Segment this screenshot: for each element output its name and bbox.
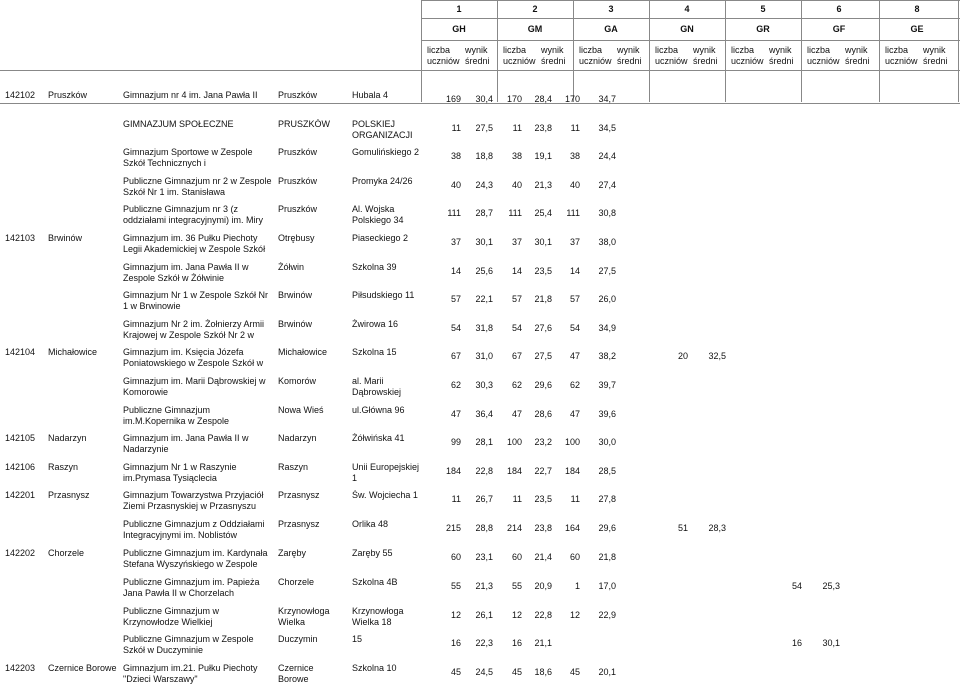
average-score: 30,0 — [598, 437, 616, 447]
average-score: 38,0 — [598, 237, 616, 247]
student-count: 60 — [450, 552, 461, 562]
town-name: Raszyn — [278, 462, 309, 472]
average-score: 20,1 — [598, 667, 616, 677]
average-score: 20,9 — [534, 581, 552, 591]
table-row — [0, 119, 960, 145]
gmina-code: 142203 — [5, 663, 36, 673]
header-code: GA — [604, 24, 618, 34]
average-score: 22,1 — [475, 294, 493, 304]
table-row — [0, 147, 960, 173]
student-count: 40 — [569, 180, 580, 190]
average-score: 34,9 — [598, 323, 616, 333]
table-row — [0, 634, 960, 660]
gmina-name: Chorzele — [48, 548, 85, 558]
street-address: Zaręby 55 — [352, 548, 393, 558]
town-name: Nowa Wieś — [278, 405, 324, 415]
table-row — [0, 663, 960, 689]
average-score: 38,2 — [598, 351, 616, 361]
student-count: 57 — [450, 294, 461, 304]
town-name: Brwinów — [278, 319, 313, 329]
street-address: Żółwińska 41 — [352, 433, 405, 443]
average-score: 17,0 — [598, 581, 616, 591]
header-number: 1 — [456, 4, 462, 14]
average-score: 28,7 — [475, 208, 493, 218]
student-count: 164 — [564, 523, 580, 533]
school-name: GIMNAZJUM SPOŁECZNE — [123, 119, 234, 129]
town-name: Duczymin — [278, 634, 318, 644]
gmina-code: 142201 — [5, 490, 36, 500]
header-number: 4 — [684, 4, 690, 14]
table-row — [0, 519, 960, 545]
student-count: 14 — [450, 266, 461, 276]
student-count: 214 — [506, 523, 522, 533]
average-score: 28,4 — [534, 94, 552, 104]
average-score: 31,0 — [475, 351, 493, 361]
student-count: 111 — [566, 208, 580, 218]
average-score: 21,4 — [534, 552, 552, 562]
average-score: 19,1 — [534, 151, 552, 161]
table-row — [0, 290, 960, 316]
street-address: POLSKIEJ ORGANIZACJI — [352, 119, 413, 140]
town-name: Czernice Borowe — [278, 663, 314, 684]
gmina-name: Nadarzyn — [48, 433, 87, 443]
average-score: 23,1 — [475, 552, 493, 562]
student-count: 215 — [445, 523, 461, 533]
average-score: 26,7 — [475, 494, 493, 504]
table-row — [0, 319, 960, 345]
header-sub-avg: wynik średni — [465, 45, 490, 66]
average-score: 29,6 — [534, 380, 552, 390]
average-score: 27,6 — [534, 323, 552, 333]
student-count: 170 — [564, 94, 580, 104]
header-sub-avg: wynik średni — [693, 45, 718, 66]
average-score: 21,3 — [475, 581, 493, 591]
school-name: Gimnazjum im. Księcia Józefa Poniatowskiego w Zespole Szkół w — [123, 347, 264, 368]
student-count: 11 — [451, 494, 461, 504]
average-score: 28,1 — [475, 437, 493, 447]
student-count: 62 — [569, 380, 580, 390]
school-name: Gimnazjum Towarzystwa Przyjaciół Ziemi Przasnyskiej w Przasnyszu — [123, 490, 264, 511]
town-name: Michałowice — [278, 347, 328, 357]
street-address: Żwirowa 16 — [352, 319, 399, 329]
student-count: 55 — [511, 581, 522, 591]
average-score: 24,3 — [475, 180, 493, 190]
table-row — [0, 490, 960, 516]
student-count: 38 — [450, 151, 461, 161]
school-name: Publiczne Gimnazjum z Oddziałami Integracyjnymi im. Noblistów — [123, 519, 265, 540]
student-count: 12 — [569, 610, 580, 620]
average-score: 28,3 — [708, 523, 726, 533]
average-score: 22,3 — [475, 638, 493, 648]
student-count: 57 — [569, 294, 580, 304]
table-row — [0, 405, 960, 431]
average-score: 25,6 — [475, 266, 493, 276]
average-score: 18,8 — [475, 151, 493, 161]
header-sub-count: liczba uczniów — [579, 45, 612, 66]
student-count: 45 — [511, 667, 522, 677]
student-count: 37 — [511, 237, 522, 247]
header-number: 5 — [760, 4, 766, 14]
school-name: Gimnazjum im. Jana Pawła II w Nadarzynie — [123, 433, 249, 454]
average-score: 34,7 — [598, 94, 616, 104]
average-score: 27,5 — [598, 266, 616, 276]
school-name: Publiczne Gimnazjum im. Papieża Jana Pawła II w Chorzelach — [123, 577, 260, 598]
average-score: 25,4 — [534, 208, 552, 218]
school-name: Gimnazjum Nr 2 im. Żołnierzy Armii Krajowej w Zespole Szkół Nr 2 w — [123, 319, 265, 340]
header-code: GF — [832, 24, 846, 34]
town-name: Pruszków — [278, 176, 318, 186]
gmina-name: Raszyn — [48, 462, 79, 472]
gmina-code: 142202 — [5, 548, 36, 558]
average-score: 22,8 — [475, 466, 493, 476]
average-score: 39,7 — [598, 380, 616, 390]
table-row — [0, 233, 960, 259]
header-sub-count: liczba uczniów — [885, 45, 918, 66]
school-name: Publiczne Gimnazjum im. Kardynała Stefana Wyszyńskiego w Zespole — [123, 548, 268, 569]
student-count: 40 — [511, 180, 522, 190]
student-count: 62 — [450, 380, 461, 390]
school-name: Gimnazjum nr 4 im. Jana Pawła II — [123, 90, 258, 100]
table-row — [0, 204, 960, 230]
student-count: 184 — [506, 466, 522, 476]
table-row — [0, 376, 960, 402]
header-code: GE — [910, 24, 924, 34]
town-name: Chorzele — [278, 577, 315, 587]
gmina-code: 142104 — [5, 347, 36, 357]
header-sub-count: liczba uczniów — [731, 45, 764, 66]
header-code: GH — [452, 24, 466, 34]
header-sub-avg: wynik średni — [617, 45, 642, 66]
school-name: Gimnazjum im. 36 Pułku Piechoty Legii Akademickiej w Zespole Szkół — [123, 233, 266, 254]
average-score: 27,4 — [598, 180, 616, 190]
student-count: 57 — [511, 294, 522, 304]
average-score: 23,5 — [534, 266, 552, 276]
average-score: 24,4 — [598, 151, 616, 161]
gmina-name: Czernice Borowe — [48, 663, 117, 673]
table-row — [0, 176, 960, 202]
town-name: Pruszków — [278, 204, 318, 214]
average-score: 28,5 — [598, 466, 616, 476]
town-name: Pruszków — [278, 90, 318, 100]
average-score: 24,5 — [475, 667, 493, 677]
street-address: Piaseckiego 2 — [352, 233, 409, 243]
student-count: 37 — [450, 237, 461, 247]
student-count: 38 — [569, 151, 580, 161]
average-score: 18,6 — [534, 667, 552, 677]
table-row — [0, 433, 960, 459]
gmina-code: 142105 — [5, 433, 36, 443]
header-code: GR — [756, 24, 770, 34]
student-count: 67 — [511, 351, 522, 361]
street-address: Szkolna 10 — [352, 663, 397, 673]
street-address: Hubala 4 — [352, 90, 389, 100]
table-row — [0, 462, 960, 488]
average-score: 21,1 — [534, 638, 552, 648]
student-count: 12 — [511, 610, 522, 620]
average-score: 34,5 — [598, 123, 616, 133]
average-score: 27,5 — [475, 123, 493, 133]
student-count: 170 — [506, 94, 522, 104]
gmina-code: 142102 — [5, 90, 36, 100]
header-sub-count: liczba uczniów — [807, 45, 840, 66]
average-score: 22,7 — [534, 466, 552, 476]
town-name: Przasnysz — [278, 490, 320, 500]
student-count: 12 — [450, 610, 461, 620]
student-count: 11 — [512, 123, 522, 133]
student-count: 54 — [511, 323, 522, 333]
student-count: 54 — [791, 581, 802, 591]
street-address: Orlika 48 — [352, 519, 389, 529]
average-score: 21,8 — [598, 552, 616, 562]
header-sub-count: liczba uczniów — [655, 45, 688, 66]
student-count: 11 — [570, 123, 580, 133]
town-name: PRUSZKÓW — [278, 119, 331, 129]
student-count: 67 — [450, 351, 461, 361]
student-count: 100 — [506, 437, 522, 447]
school-name: Publiczne Gimnazjum w Zespole Szkół w Duczyminie — [123, 634, 254, 655]
student-count: 54 — [569, 323, 580, 333]
street-address: 15 — [352, 634, 363, 644]
average-score: 30,1 — [534, 237, 552, 247]
header-sub-avg: wynik średni — [923, 45, 948, 66]
average-score: 22,8 — [534, 610, 552, 620]
average-score: 23,2 — [534, 437, 552, 447]
average-score: 28,6 — [534, 409, 552, 419]
student-count: 1 — [574, 581, 580, 591]
town-name: Żółwin — [278, 262, 305, 272]
school-name: Gimnazjum im.21. Pułku Piechoty "Dzieci Warszawy" — [123, 663, 258, 684]
average-score: 31,8 — [475, 323, 493, 333]
student-count: 20 — [677, 351, 688, 361]
gmina-code: 142103 — [5, 233, 36, 243]
student-count: 11 — [451, 123, 461, 133]
town-name: Krzynowłoga Wielka — [278, 606, 330, 627]
average-score: 36,4 — [475, 409, 493, 419]
school-name: Gimnazjum Nr 1 w Raszynie im.Prymasa Tysiąclecia — [123, 462, 237, 483]
street-address: Św. Wojciecha 1 — [352, 490, 418, 500]
town-name: Komorów — [278, 376, 317, 386]
student-count: 47 — [511, 409, 522, 419]
average-score: 30,4 — [475, 94, 493, 104]
street-address: Szkolna 15 — [352, 347, 397, 357]
gmina-code: 142106 — [5, 462, 36, 472]
average-score: 30,3 — [475, 380, 493, 390]
town-name: Brwinów — [278, 290, 313, 300]
school-name: Gimnazjum Nr 1 w Zespole Szkół Nr 1 w Brwinowie — [123, 290, 269, 311]
gmina-name: Brwinów — [48, 233, 83, 243]
table-row — [0, 606, 960, 632]
student-count: 60 — [569, 552, 580, 562]
student-count: 51 — [677, 523, 688, 533]
street-address: Unii Europejskiej 1 — [352, 462, 420, 483]
header-number: 8 — [914, 4, 920, 14]
street-address: Szkolna 39 — [352, 262, 397, 272]
average-score: 21,3 — [534, 180, 552, 190]
student-count: 99 — [450, 437, 461, 447]
table-row — [0, 262, 960, 288]
town-name: Otrębusy — [278, 233, 315, 243]
student-count: 111 — [447, 208, 461, 218]
school-name: Gimnazjum im. Marii Dąbrowskiej w Komorowie — [123, 376, 266, 397]
student-count: 45 — [450, 667, 461, 677]
school-name: Publiczne Gimnazjum w Krzynowłodze Wielkiej — [123, 606, 220, 627]
header-number: 6 — [836, 4, 842, 14]
header-number: 2 — [532, 4, 538, 14]
student-count: 14 — [511, 266, 522, 276]
student-count: 184 — [564, 466, 580, 476]
header-sub-avg: wynik średni — [769, 45, 794, 66]
table-row — [0, 347, 960, 373]
average-score: 27,8 — [598, 494, 616, 504]
student-count: 16 — [791, 638, 802, 648]
street-address: Gomulińskiego 2 — [352, 147, 420, 157]
student-count: 40 — [450, 180, 461, 190]
student-count: 54 — [450, 323, 461, 333]
gmina-name: Przasnysz — [48, 490, 90, 500]
student-count: 11 — [570, 494, 580, 504]
student-count: 60 — [511, 552, 522, 562]
school-name: Publiczne Gimnazjum im.M.Kopernika w Zespole — [123, 405, 230, 426]
street-address: ul.Główna 96 — [352, 405, 405, 415]
school-name: Publiczne Gimnazjum nr 3 (z oddziałami integracyjnymi) im. Miry — [123, 204, 264, 225]
student-count: 184 — [445, 466, 461, 476]
student-count: 100 — [564, 437, 580, 447]
average-score: 23,8 — [534, 523, 552, 533]
town-name: Pruszków — [278, 147, 318, 157]
header-sub-avg: wynik średni — [845, 45, 870, 66]
average-score: 25,3 — [822, 581, 840, 591]
town-name: Zaręby — [278, 548, 307, 558]
header-code: GN — [680, 24, 694, 34]
student-count: 16 — [450, 638, 461, 648]
average-score: 30,1 — [475, 237, 493, 247]
header-sub-avg: wynik średni — [541, 45, 566, 66]
header-number: 3 — [608, 4, 614, 14]
street-address: al. Marii Dąbrowskiej — [352, 376, 402, 397]
gmina-name: Michałowice — [48, 347, 98, 357]
average-score: 32,5 — [708, 351, 726, 361]
average-score: 23,8 — [534, 123, 552, 133]
school-name: Gimnazjum im. Jana Pawła II w Zespole Szkół w Żółwinie — [123, 262, 249, 283]
street-address: Szkolna 4B — [352, 577, 398, 587]
town-name: Przasnysz — [278, 519, 320, 529]
student-count: 38 — [511, 151, 522, 161]
average-score: 30,8 — [598, 208, 616, 218]
student-count: 45 — [569, 667, 580, 677]
average-score: 28,8 — [475, 523, 493, 533]
street-address: Piłsudskiego 11 — [352, 290, 415, 300]
average-score: 26,1 — [475, 610, 493, 620]
school-name: Gimnazjum Sportowe w Zespole Szkół Technicznych i — [123, 147, 253, 168]
average-score: 29,6 — [598, 523, 616, 533]
street-address: Krzynowłoga Wielka 18 — [352, 606, 404, 627]
header-sub-count: liczba uczniów — [427, 45, 460, 66]
student-count: 37 — [569, 237, 580, 247]
average-score: 23,5 — [534, 494, 552, 504]
table-row — [0, 548, 960, 574]
table-row — [0, 90, 960, 116]
student-count: 62 — [511, 380, 522, 390]
average-score: 30,1 — [822, 638, 840, 648]
header-code: GM — [527, 24, 543, 34]
student-count: 169 — [445, 94, 461, 104]
student-count: 16 — [511, 638, 522, 648]
average-score: 26,0 — [598, 294, 616, 304]
school-name: Publiczne Gimnazjum nr 2 w Zespole Szkół Nr 1 im. Stanisława — [123, 176, 272, 197]
student-count: 14 — [569, 266, 580, 276]
average-score: 22,9 — [598, 610, 616, 620]
student-count: 111 — [508, 208, 522, 218]
student-count: 47 — [569, 409, 580, 419]
average-score: 39,6 — [598, 409, 616, 419]
student-count: 11 — [512, 494, 522, 504]
town-name: Nadarzyn — [278, 433, 317, 443]
average-score: 27,5 — [534, 351, 552, 361]
average-score: 21,8 — [534, 294, 552, 304]
student-count: 47 — [450, 409, 461, 419]
street-address: Promyka 24/26 — [352, 176, 413, 186]
gmina-name: Pruszków — [48, 90, 88, 100]
street-address: Al. Wojska Polskiego 34 — [352, 204, 404, 225]
table-row — [0, 577, 960, 603]
header-sub-count: liczba uczniów — [503, 45, 536, 66]
student-count: 47 — [569, 351, 580, 361]
student-count: 55 — [450, 581, 461, 591]
